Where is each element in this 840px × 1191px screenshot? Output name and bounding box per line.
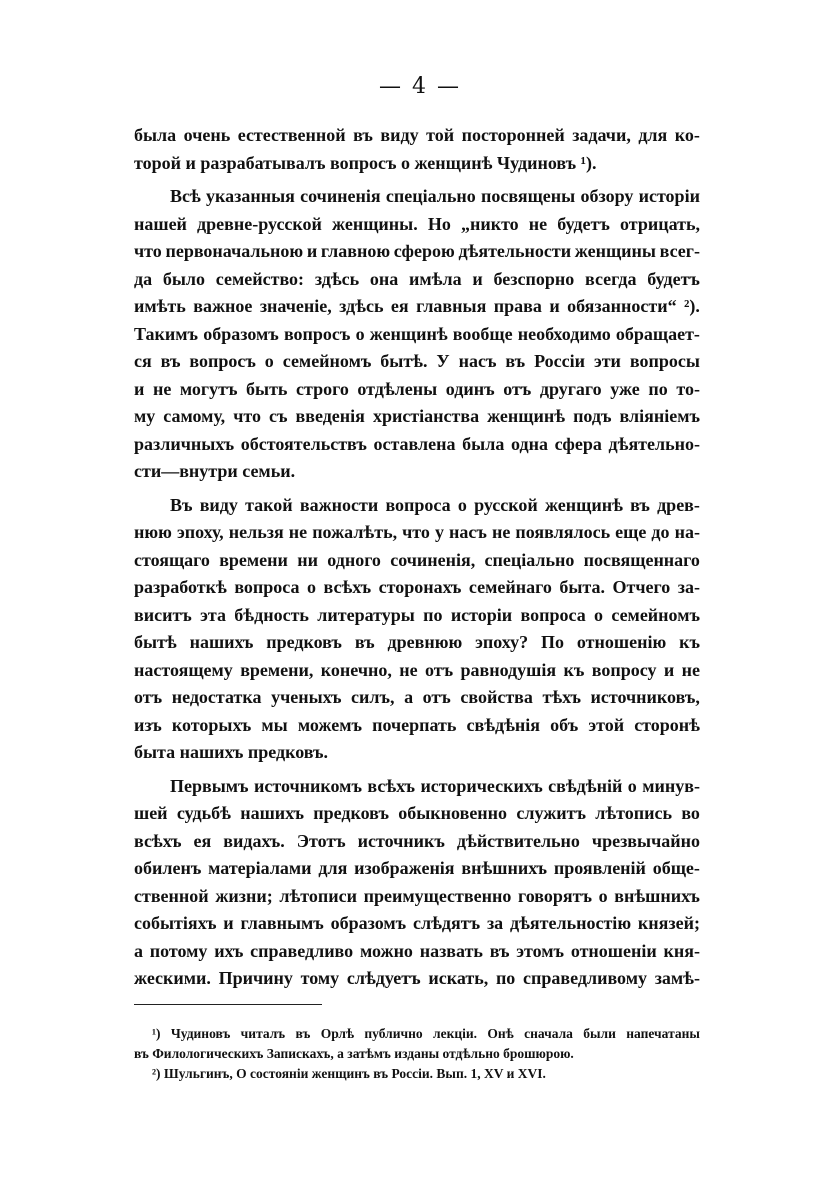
text-line: Такимъ образомъ вопросъ о женщинѣ вообще необходимо обращает- — [134, 323, 700, 344]
text-line: быта нашихъ предковъ. — [134, 742, 329, 762]
text-line: торой и разрабатывалъ вопросъ о женщинѣ Чудиновъ ¹). — [134, 152, 597, 173]
text-line: была очень естественной въ виду той посторонней задачи, для ко- — [134, 125, 700, 145]
paragraph — [134, 492, 700, 767]
text-line: шей судьбѣ нашихъ предковъ обыкновенно служитъ лѣтопись во — [134, 803, 700, 823]
text-line: ственной жизни; лѣтописи преимущественно говорятъ о внѣшнихъ — [134, 885, 700, 906]
paragraph — [134, 183, 700, 486]
text-line: отъ недостатка ученыхъ силъ, а отъ свойства тѣхъ источниковъ, — [134, 687, 700, 707]
text-line: что первоначальною и главною сферою дѣятельности женщины всег- — [134, 241, 700, 261]
footnote-line: въ Филологическихъ Запискахъ, а затѣмъ изданы отдѣльно брошюрою. — [134, 1046, 574, 1061]
text-line: и не могутъ быть строго отдѣлены одинъ отъ другаго уже по то- — [134, 378, 700, 399]
text-line: событіяхъ и главнымъ образомъ слѣдятъ за дѣятельностію князей; — [134, 913, 700, 933]
text-line: бытѣ нашихъ предковъ въ древнюю эпоху? По отношенію къ — [134, 632, 700, 652]
text-line: обиленъ матеріалами для изображенія внѣшнихъ проявленій обще- — [134, 858, 700, 878]
text-line: виситъ эта бѣдность литературы по исторіи вопроса о семейномъ — [134, 604, 700, 625]
text-line: жескими. Причину тому слѣдуетъ искать, по справедливому замѣ- — [134, 968, 700, 988]
text-line: настоящему времени, конечно, не отъ равнодушія къ вопросу и не — [134, 659, 700, 680]
paragraph — [134, 122, 700, 177]
footnote — [134, 1024, 700, 1064]
main-text — [134, 122, 700, 993]
text-line: а потому ихъ справедливо можно назвать въ этомъ отношеніи кня- — [134, 940, 700, 961]
footnote — [134, 1064, 700, 1084]
text-line: всѣхъ ея видахъ. Этотъ источникъ дѣйствительно чрезвычайно — [134, 830, 700, 851]
text-line: Въ виду такой важности вопроса о русской женщинѣ въ древ- — [170, 494, 700, 515]
text-line: Первымъ источникомъ всѣхъ историческихъ свѣдѣній о минув- — [170, 775, 700, 796]
text-line: му самому, что съ введенія христіанства женщинѣ подъ вліяніемъ — [134, 406, 700, 426]
text-line: нюю эпоху, нельзя не пожалѣть, что у насъ не появлялось еще до на- — [134, 522, 700, 542]
paragraph — [134, 773, 700, 993]
text-line: нашей древне-русской женщины. Но „никто не будетъ отрицать, — [134, 213, 700, 234]
text-line: ся въ вопросъ о семейномъ бытѣ. У насъ въ Россіи эти вопросы — [134, 351, 700, 371]
text-line: Всѣ указанныя сочиненія спеціально посвящены обзору исторіи — [170, 186, 700, 206]
text-line: имѣть важное значеніе, здѣсь ея главныя права и обязанности“ ²). — [134, 296, 700, 316]
footnote-line: ²) Шульгинъ, О состояніи женщинъ въ Россіи. Вып. 1, XV и XVI. — [152, 1066, 546, 1081]
text-line: различныхъ обстоятельствъ оставлена была одна сфера дѣятельно- — [134, 433, 700, 454]
footnotes — [134, 1024, 700, 1084]
text-line: да было семейство: здѣсь она имѣла и безспорно всегда будетъ — [134, 268, 700, 289]
footnote-line: ¹) Чудиновъ читалъ въ Орлѣ публично лекціи. Онѣ сначала были напечатаны — [152, 1026, 700, 1041]
text-line: изъ которыхъ мы можемъ почерпать свѣдѣнія объ этой сторонѣ — [134, 714, 700, 735]
text-line: сти—внутри семьи. — [134, 461, 296, 481]
text-line: разработкѣ вопроса о всѣхъ сторонахъ семейнаго быта. Отчего за- — [134, 577, 700, 597]
page-number: — 4 — — [379, 74, 461, 99]
footnote-separator — [134, 1004, 322, 1005]
text-line: стоящаго времени ни одного сочиненія, спеціально посвященнаго — [134, 549, 700, 570]
